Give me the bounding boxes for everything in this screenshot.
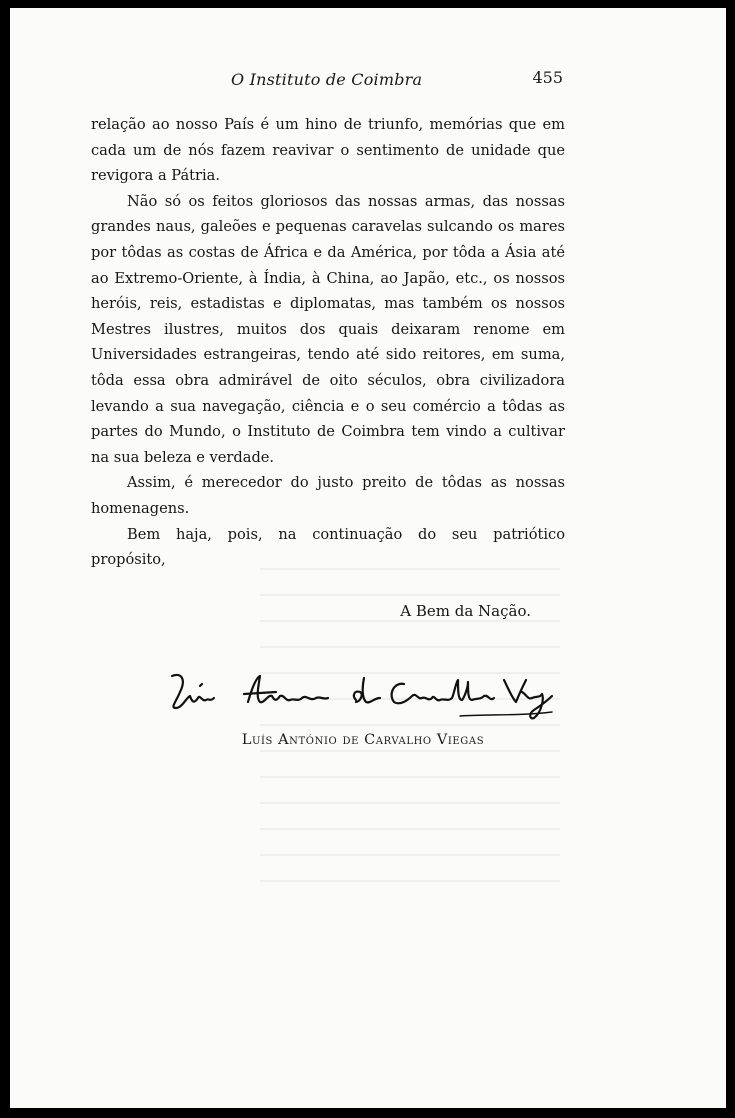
running-title: O Instituto de Coimbra [231, 70, 423, 89]
page-header [10, 68, 726, 94]
paragraph-2: Não só os feitos gloriosos das nossas armas, das nossas grandes naus, galeões e pequenas caravelas sulcando os mares por tôdas as costas de África e da América, por tôda a Ásia até ao Extremo-Oriente, à Índia, à China, ao Japão, etc., os nossos heróis, reis, estadistas e diplomatas, mas também os nossos Mestres ilustres, muitos dos quais deixaram renome em Universidades estrangeiras, tendo até sido reitores, em suma, tôda essa obra admirável de oito séculos, obra civilizadora levando a sua navegação, ciência e o seu comércio a tôdas as partes do Mundo, o Instituto de Coimbra tem vindo a cultivar na sua beleza e verdade. [91, 192, 565, 466]
paragraph-4: Bem haja, pois, na continuação do seu patriótico propósito, [91, 525, 565, 569]
signer-name-text: Luís António de Carvalho Viegas [241, 732, 485, 748]
page-number: 455 [532, 68, 563, 87]
closing-salutation: A Bem da Nação. [400, 602, 531, 620]
document-page [10, 8, 726, 1108]
paragraph-3: Assim, é merecedor do justo preito de tôdas as nossas homenagens. [91, 474, 565, 517]
signature-drawing [160, 658, 560, 728]
handwritten-signature [160, 658, 560, 728]
signer-name [10, 732, 726, 748]
paragraph-1: relação ao nosso País é um hino de triunfo, memórias que em cada um de nós fazem reavivar o sentimento de unidade que revigora a Pátria. [91, 116, 565, 185]
show-through-text [260, 568, 560, 948]
body-text [91, 112, 565, 573]
